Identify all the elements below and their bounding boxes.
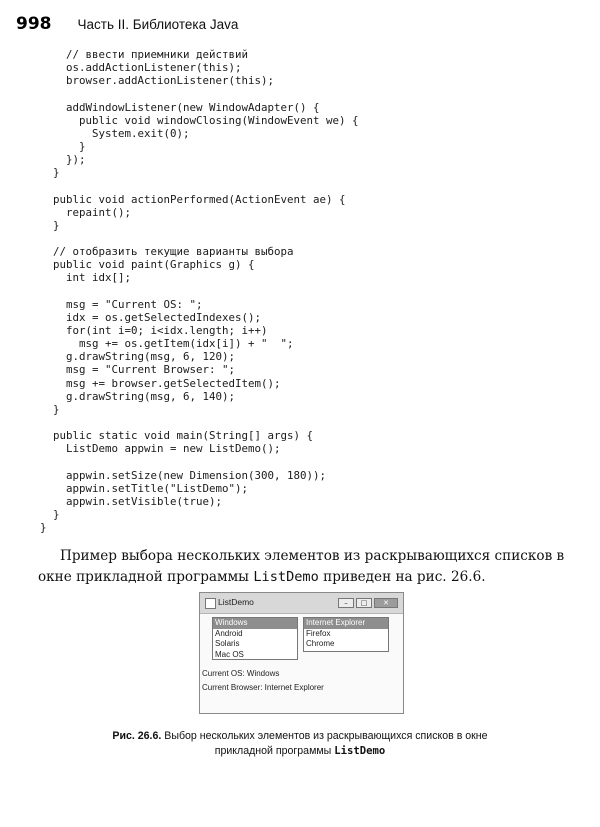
code-line: } bbox=[40, 139, 86, 153]
code-line bbox=[40, 87, 359, 100]
window-titlebar bbox=[200, 593, 403, 614]
app-window-icon bbox=[205, 598, 216, 609]
code-line: appwin.setTitle("ListDemo"); bbox=[40, 481, 249, 495]
code-line: } bbox=[40, 402, 60, 416]
code-line: int idx[]; bbox=[40, 271, 132, 285]
code-line: }); bbox=[40, 153, 86, 167]
code-line: for(int i=0; i<idx.length; i++) bbox=[40, 323, 268, 337]
code-line: // отобразить текущие варианты выбора bbox=[40, 245, 294, 259]
code-line: idx = os.getSelectedIndexes(); bbox=[40, 310, 262, 324]
code-line: msg = "Current OS: "; bbox=[40, 297, 203, 311]
os-listbox[interactable] bbox=[212, 617, 298, 660]
code-line bbox=[40, 416, 359, 429]
window-title: ListDemo bbox=[218, 597, 254, 607]
status-os: Current OS: Windows bbox=[202, 669, 280, 678]
paragraph-text-after: приведен на рис. 26.6. bbox=[318, 569, 486, 585]
code-listing bbox=[40, 48, 359, 534]
running-head: Часть II. Библиотека Java bbox=[77, 17, 239, 32]
browser-list-item[interactable]: Internet Explorer bbox=[304, 618, 388, 629]
browser-list-item[interactable]: Firefox bbox=[306, 628, 331, 638]
status-browser: Current Browser: Internet Explorer bbox=[202, 683, 324, 692]
browser-list-item[interactable]: Chrome bbox=[306, 639, 335, 648]
page-number: 998 bbox=[16, 14, 52, 34]
caption-label: Рис. 26.6. bbox=[112, 730, 162, 742]
code-line: } bbox=[40, 521, 47, 535]
close-button[interactable]: ✕ bbox=[374, 598, 398, 608]
os-list-item[interactable]: Mac OS bbox=[215, 649, 244, 659]
code-line: repaint(); bbox=[40, 205, 132, 219]
code-line: } bbox=[40, 218, 60, 232]
code-line: msg += browser.getSelectedItem(); bbox=[40, 376, 281, 390]
code-line: } bbox=[40, 507, 60, 521]
os-list-item[interactable]: Solaris bbox=[215, 639, 240, 648]
figure-listdemo-window bbox=[199, 592, 404, 714]
code-line: public void actionPerformed(ActionEvent ae) { bbox=[40, 192, 346, 206]
code-line: g.drawString(msg, 6, 140); bbox=[40, 389, 236, 403]
os-list-item[interactable]: Windows bbox=[213, 618, 297, 629]
code-line: public static void main(String[] args) { bbox=[40, 429, 314, 443]
code-line: os.addActionListener(this); bbox=[40, 61, 242, 75]
minimize-button[interactable]: – bbox=[338, 598, 354, 608]
browser-listbox[interactable] bbox=[303, 617, 389, 652]
page-header bbox=[16, 14, 238, 34]
paragraph-code: ListDemo bbox=[253, 569, 319, 585]
window-client-area bbox=[200, 614, 403, 713]
caption-code: ListDemo bbox=[334, 745, 386, 757]
code-line: appwin.setVisible(true); bbox=[40, 494, 223, 508]
code-line: System.exit(0); bbox=[40, 126, 190, 140]
code-line: } bbox=[40, 166, 60, 180]
code-line bbox=[40, 285, 359, 298]
code-line bbox=[40, 455, 359, 468]
paragraph-text-before: Пример выбора нескольких элементов из раскрывающихся списков в окне прикладной программы bbox=[38, 548, 565, 585]
code-line: msg = "Current Browser: "; bbox=[40, 363, 236, 377]
caption-text: Выбор нескольких элементов из раскрывающихся списков в окне прикладной программы bbox=[161, 730, 488, 757]
code-line bbox=[40, 179, 359, 192]
code-line: browser.addActionListener(this); bbox=[40, 74, 275, 88]
os-list-item[interactable]: Android bbox=[215, 628, 243, 638]
code-line: g.drawString(msg, 6, 120); bbox=[40, 350, 236, 364]
code-line: // ввести приемники действий bbox=[40, 48, 249, 61]
code-line: addWindowListener(new WindowAdapter() { bbox=[40, 100, 320, 114]
code-line bbox=[40, 232, 359, 245]
body-paragraph bbox=[38, 546, 568, 588]
code-line: ListDemo appwin = new ListDemo(); bbox=[40, 442, 281, 456]
code-line: public void windowClosing(WindowEvent we) { bbox=[40, 113, 359, 127]
code-line: appwin.setSize(new Dimension(300, 180)); bbox=[40, 468, 327, 482]
code-line: public void paint(Graphics g) { bbox=[40, 258, 255, 272]
figure-caption bbox=[90, 729, 510, 759]
maximize-button[interactable]: □ bbox=[356, 598, 372, 608]
code-line: msg += os.getItem(idx[i]) + " "; bbox=[40, 337, 294, 351]
